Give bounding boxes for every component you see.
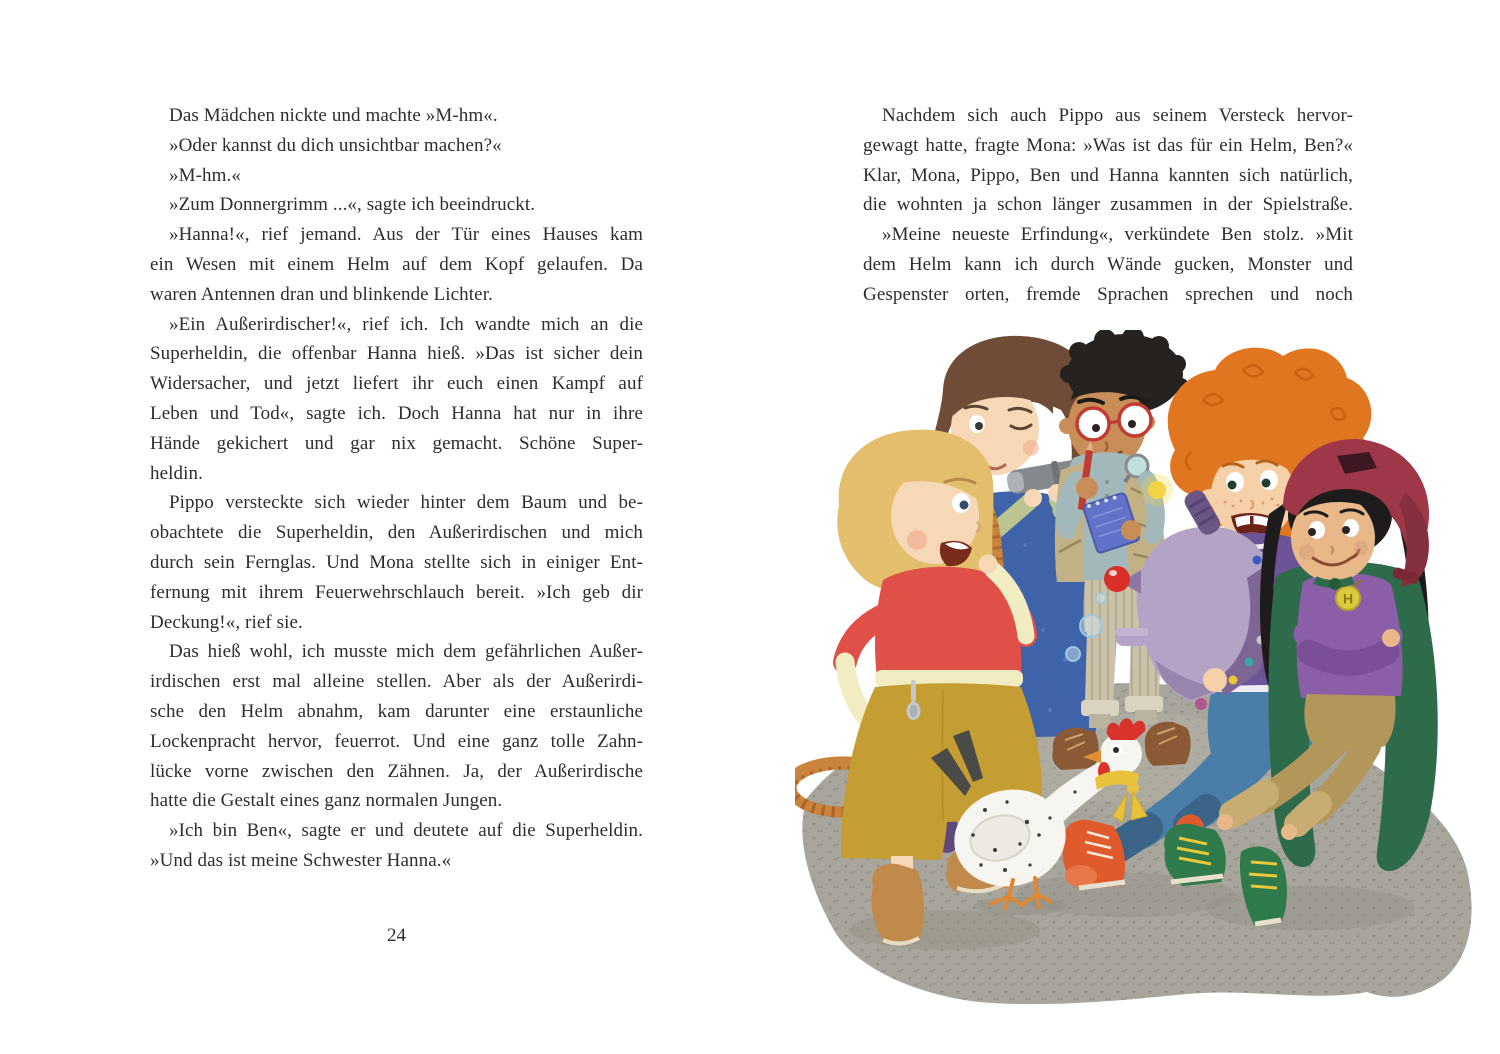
text-line: Lockenpracht hervor, feuerrot. Und eine ganz tolle Zahn- (150, 730, 643, 752)
text-line: Gespenster orten, fremde Sprachen sprechen und noch (863, 283, 1353, 305)
text-line: »Ich bin Ben«, sagte er und deutete auf die Superheldin. (169, 820, 643, 842)
medallion-letter: H (1342, 590, 1354, 607)
brown-shoe (1052, 728, 1098, 770)
text-line: hatte die Gestalt eines ganz normalen Jungen. (150, 790, 503, 812)
text-line: fernung mit ihrem Feuerwehrschlauch bereit. »Ich geb dir (150, 581, 643, 603)
text-line: »Oder kannst du dich unsichtbar machen?« (169, 134, 502, 156)
text-line: Deckung!«, rief sie. (150, 611, 303, 633)
text-line: heldin. (150, 462, 203, 484)
tan-boot (872, 864, 925, 942)
text-line: ein Wesen mit einem Helm auf dem Kopf gelaufen. Da (150, 253, 643, 275)
text-line: sche den Helm abnahm, kam darunter eine erstaunliche (150, 700, 643, 722)
text-line: »Ein Außerirdischer!«, rief ich. Ich wandte mich an die (169, 313, 643, 335)
right-page-text (863, 101, 1353, 310)
soap-bubble (1080, 615, 1102, 637)
text-line: die wohnten ja schon länger zusammen in der Spielstraße. (863, 194, 1353, 216)
helmet-red-bulb (1104, 566, 1130, 592)
text-line: Das hieß wohl, ich musste mich dem gefährlichen Außer- (169, 641, 643, 663)
text-line: »Und das ist meine Schwester Hanna.« (150, 849, 452, 871)
page-number: 24 (387, 925, 406, 946)
text-line: gewagt hatte, fragte Mona: »Was ist das für ein Helm, Ben?« (863, 134, 1353, 156)
text-line: Klar, Mona, Pippo, Ben und Hanna kannten sich natürlich, (863, 164, 1353, 186)
text-line: waren Antennen dran und blinkende Lichter. (150, 283, 493, 305)
crossed-arms (1309, 652, 1387, 663)
text-line: Pippo versteckte sich wieder hinter dem Baum und be- (169, 492, 643, 514)
text-line: irdischen erst mal alleine stellen. Aber als der Außerirdi- (150, 671, 643, 693)
red-glasses (1077, 408, 1109, 440)
text-line: Nachdem sich auch Pippo aus seinem Versteck hervor- (882, 105, 1353, 126)
story-illustration (795, 330, 1485, 1020)
text-line: Das Mädchen nickte und machte »M-hm«. (169, 105, 498, 126)
illustration-svg (795, 330, 1485, 1020)
left-page-text (150, 101, 643, 876)
text-line: lücke vorne zwischen den Zähnen. Ja, der Außerirdische (150, 760, 643, 782)
text-line: Hände gekichert und gar nix gemacht. Schöne Super- (150, 432, 643, 454)
text-line: Superheldin, die offenbar Hanna hieß. »Das ist sicher dein (150, 343, 643, 365)
text-line: »Meine neueste Erfindung«, verkündete Ben stolz. »Mit (882, 224, 1353, 246)
text-line: dem Helm kann ich durch Wände gucken, Monster und (863, 253, 1353, 275)
text-line: »M-hm.« (169, 164, 241, 186)
text-line: durch sein Fernglas. Und Mona stellte sich in einiger Ent- (150, 551, 643, 573)
text-line: obachtete die Superheldin, den Außerirdischen und mich (150, 522, 643, 544)
text-line: »Zum Donnergrimm ...«, sagte ich beeindruckt. (169, 194, 536, 216)
text-line: Widersacher, und jetzt liefert ihr euch einen Kampf auf (150, 373, 643, 395)
text-line: »Hanna!«, rief jemand. Aus der Tür eines Hauses kam (169, 224, 643, 246)
text-line: Leben und Tod«, sagte ich. Doch Hanna hat nur in ihre (150, 402, 643, 424)
